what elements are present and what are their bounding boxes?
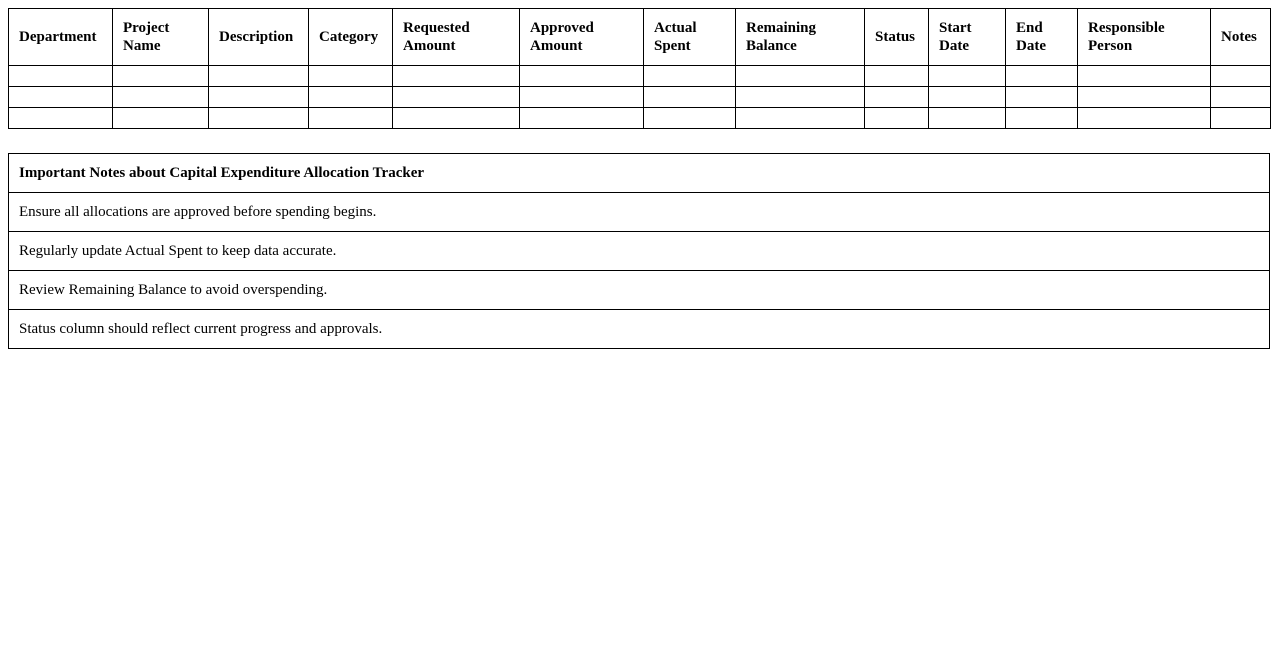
column-header-responsible-person: Responsible Person [1078, 9, 1211, 66]
table-cell[interactable] [309, 66, 393, 87]
table-cell[interactable] [9, 108, 113, 129]
table-cell[interactable] [1006, 66, 1078, 87]
note-text: Regularly update Actual Spent to keep data accurate. [9, 232, 1270, 271]
column-header-project-name: Project Name [113, 9, 209, 66]
table-cell[interactable] [520, 66, 644, 87]
table-cell[interactable] [736, 87, 865, 108]
header-row [9, 9, 1271, 66]
list-item [9, 232, 1270, 271]
table-cell[interactable] [520, 108, 644, 129]
capex-tracker-table [8, 8, 1271, 129]
table-cell[interactable] [113, 108, 209, 129]
table-cell[interactable] [929, 66, 1006, 87]
table-cell[interactable] [1078, 108, 1211, 129]
table-row [9, 66, 1271, 87]
column-header-notes: Notes [1211, 9, 1271, 66]
list-item [9, 271, 1270, 310]
table-cell[interactable] [520, 87, 644, 108]
column-header-approved-amount: Approved Amount [520, 9, 644, 66]
list-item [9, 193, 1270, 232]
table-cell[interactable] [929, 87, 1006, 108]
table-cell[interactable] [9, 87, 113, 108]
table-cell[interactable] [1211, 108, 1271, 129]
table-cell[interactable] [736, 108, 865, 129]
column-header-actual-spent: Actual Spent [644, 9, 736, 66]
table-cell[interactable] [113, 66, 209, 87]
table-cell[interactable] [865, 87, 929, 108]
table-cell[interactable] [9, 66, 113, 87]
column-header-category: Category [309, 9, 393, 66]
table-cell[interactable] [1078, 66, 1211, 87]
table-cell[interactable] [865, 108, 929, 129]
table-cell[interactable] [393, 66, 520, 87]
table-cell[interactable] [309, 108, 393, 129]
note-text: Status column should reflect current progress and approvals. [9, 310, 1270, 349]
column-header-remaining-balance: Remaining Balance [736, 9, 865, 66]
table-row [9, 108, 1271, 129]
column-header-description: Description [209, 9, 309, 66]
column-header-requested-amount: Requested Amount [393, 9, 520, 66]
column-header-start-date: Start Date [929, 9, 1006, 66]
notes-table [8, 153, 1270, 349]
note-text: Ensure all allocations are approved before spending begins. [9, 193, 1270, 232]
table-cell[interactable] [644, 87, 736, 108]
notes-heading: Important Notes about Capital Expenditure Allocation Tracker [9, 154, 1270, 193]
table-cell[interactable] [113, 87, 209, 108]
table-cell[interactable] [644, 66, 736, 87]
table-cell[interactable] [865, 66, 929, 87]
table-cell[interactable] [1211, 66, 1271, 87]
column-header-department: Department [9, 9, 113, 66]
table-row [9, 87, 1271, 108]
table-cell[interactable] [209, 66, 309, 87]
table-cell[interactable] [1078, 87, 1211, 108]
table-cell[interactable] [644, 108, 736, 129]
table-cell[interactable] [209, 108, 309, 129]
table-cell[interactable] [1211, 87, 1271, 108]
table-cell[interactable] [929, 108, 1006, 129]
table-cell[interactable] [209, 87, 309, 108]
table-cell[interactable] [1006, 87, 1078, 108]
note-text: Review Remaining Balance to avoid overspending. [9, 271, 1270, 310]
table-cell[interactable] [1006, 108, 1078, 129]
list-item [9, 310, 1270, 349]
column-header-end-date: End Date [1006, 9, 1078, 66]
table-cell[interactable] [393, 108, 520, 129]
notes-heading-row [9, 154, 1270, 193]
table-cell[interactable] [736, 66, 865, 87]
table-cell[interactable] [309, 87, 393, 108]
column-header-status: Status [865, 9, 929, 66]
table-cell[interactable] [393, 87, 520, 108]
